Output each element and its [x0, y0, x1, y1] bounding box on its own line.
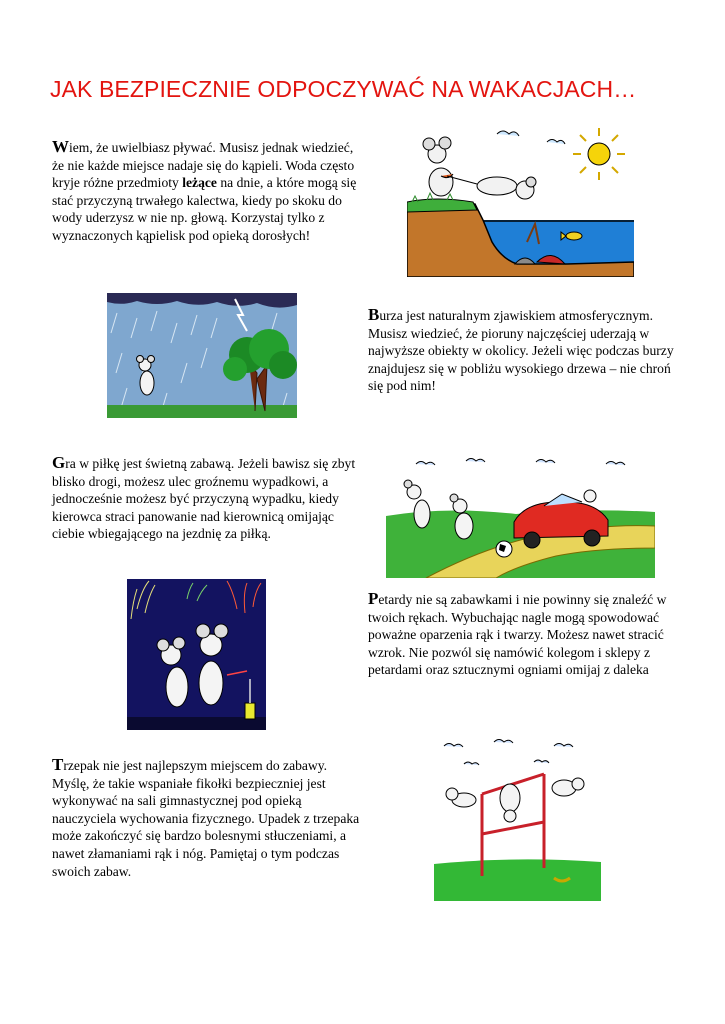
paragraph-fireworks [368, 590, 668, 679]
ball-road-illustration [386, 456, 655, 578]
paragraph-swimming [52, 138, 362, 245]
page-title: JAK BEZPIECZNIE ODPOCZYWAĆ NA WAKACJACH… [50, 76, 637, 102]
bold-word: leżące [182, 175, 217, 191]
paragraph-text: rzepak nie jest najlepszym miejscem do zabawy. Myślę, że takie wspaniałe fikołki bezpieczniej jest wykonywać na sali gimnastycznej pod opieką nauczyciela wychowania fizycznego. Upadek z trzepaka może zakończyć się bardzo bolesnymi stłuczeniami, a nawet złamaniami rąk i nóg. Pamiętaj o tym podczas swoich zabaw. [52, 758, 360, 879]
drop-cap: B [368, 305, 380, 324]
paragraph-text: urza jest naturalnym zjawiskiem atmosferycznym. Musisz wiedzieć, że pioruny najczęściej uderzają w najwyższe obiekty w okolicy. Jeżeli więc podczas burzy znajdujesz się w pobliżu wysokiego drzewa – nie chroń się pod nim! [368, 308, 674, 394]
paragraph-storm [368, 306, 678, 395]
drop-cap: P [368, 589, 379, 608]
fireworks-illustration [127, 579, 266, 730]
paragraph-trzepak [52, 756, 364, 880]
trzepak-illustration [434, 736, 601, 901]
paragraph-ball [52, 454, 362, 543]
drop-cap: T [52, 755, 64, 774]
paragraph-text: na dnie, a które mogą się stać przyczyną trwałego kalectwa, kiedy po skoku do wody uderzysz w nie np. głową. Korzystaj tylko z wyznaczonych kąpielisk pod opieką dorosłych! [52, 175, 357, 243]
drop-cap: W [52, 137, 69, 156]
paragraph-text: iem, że uwielbiasz pływać. Musisz jednak wiedzieć, że nie każde miejsce nadaje się do kąpieli. Woda często kryje różne przedmioty [52, 140, 355, 191]
paragraph-text: ra w piłkę jest świetną zabawą. Jeżeli bawisz się zbyt blisko drogi, możesz ulec groźnemu wypadkowi, a jednocześnie możesz być przyczyną wypadku, kiedy kierowca straci panowanie nad kierownicą omijając ciebie wbiegającego na jezdnię za piłką. [52, 456, 356, 542]
swimming-illustration [407, 124, 634, 277]
storm-illustration [107, 293, 297, 418]
paragraph-text: etardy nie są zabawkami i nie powinny się znaleźć w twoich rękach. Wybuchając nagle mogą spowodować poważne oparzenia rąk i twarzy. Możesz nawet stracić wzrok. Nie pozwól się namówić kolegom i sklepy z petardami oraz sztucznymi ogniami omijaj z daleka [368, 592, 667, 678]
drop-cap: G [52, 453, 66, 472]
